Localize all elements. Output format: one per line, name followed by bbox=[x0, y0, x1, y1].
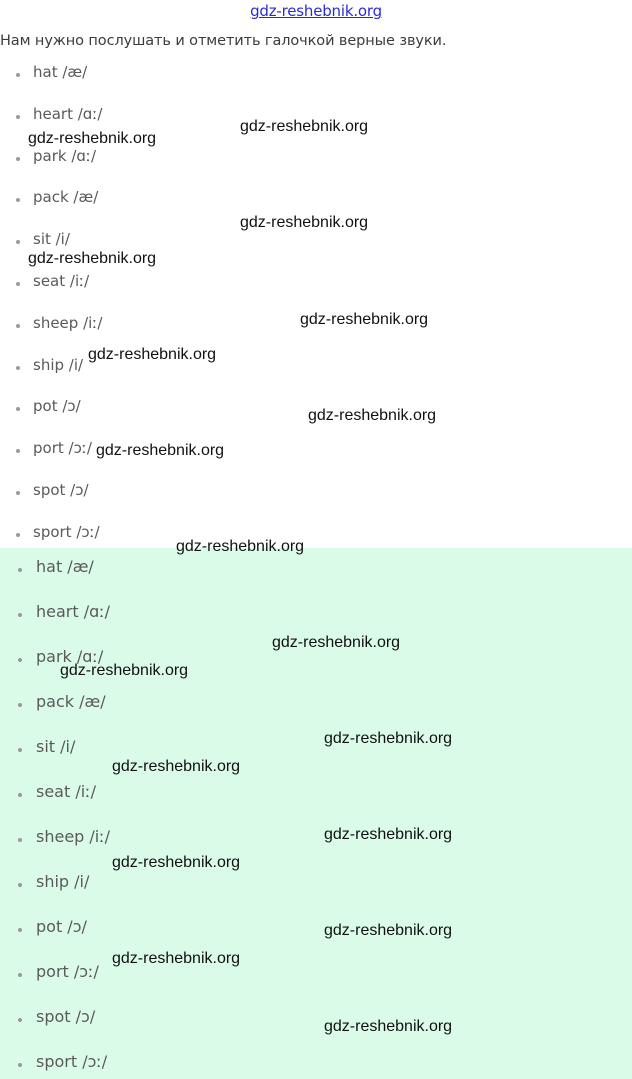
bullet-icon bbox=[16, 282, 20, 286]
bullet-icon bbox=[16, 449, 20, 453]
question-word-item bbox=[0, 523, 632, 547]
watermark-text: gdz-reshebnik.org bbox=[324, 730, 453, 747]
bullet-icon bbox=[16, 73, 20, 77]
answer-word-item-text: pack /æ/ bbox=[36, 692, 106, 711]
question-word-item-text: spot /ɔ/ bbox=[33, 481, 89, 499]
question-word-item bbox=[0, 439, 632, 463]
question-word-item bbox=[0, 397, 632, 421]
answer-word-item bbox=[0, 917, 632, 941]
question-word-item bbox=[0, 230, 632, 254]
watermark-text: gdz-reshebnik.org bbox=[28, 130, 157, 147]
bullet-icon bbox=[18, 568, 22, 572]
answer-word-item-text: sheep /iː/ bbox=[36, 827, 111, 846]
answer-word-item bbox=[0, 782, 632, 806]
instruction-text: Нам нужно послушать и отметить галочкой верные звуки. bbox=[0, 33, 447, 49]
question-word-item-text: sport /ɔː/ bbox=[33, 522, 100, 541]
watermark-text: gdz-reshebnik.org bbox=[112, 758, 241, 775]
answer-word-item bbox=[0, 737, 632, 761]
answer-word-item-text: sport /ɔː/ bbox=[36, 1052, 108, 1071]
answer-word-item-text: spot /ɔ/ bbox=[36, 1007, 96, 1026]
question-word-item bbox=[0, 314, 632, 338]
question-word-item-text: ship /i/ bbox=[33, 355, 84, 374]
watermark-text: gdz-reshebnik.org bbox=[324, 1018, 453, 1035]
question-word-item-text: pot /ɔ/ bbox=[33, 397, 81, 416]
answer-word-item bbox=[0, 647, 632, 671]
answer-word-item bbox=[0, 557, 632, 581]
question-word-item bbox=[0, 63, 632, 87]
question-word-item-text: sit /i/ bbox=[33, 230, 70, 249]
answer-word-item bbox=[0, 962, 632, 986]
site-header-link[interactable]: gdz-reshebnik.org bbox=[250, 2, 382, 20]
answer-word-item-text: hat /æ/ bbox=[36, 557, 94, 576]
bullet-icon bbox=[18, 703, 22, 707]
question-word-item-text: park /ɑː/ bbox=[33, 146, 97, 165]
watermark-text: gdz-reshebnik.org bbox=[272, 634, 401, 651]
bullet-icon bbox=[16, 533, 20, 537]
answer-word-item-text: park /ɑː/ bbox=[36, 647, 104, 666]
watermark-text: gdz-reshebnik.org bbox=[308, 407, 437, 424]
bullet-icon bbox=[16, 115, 20, 119]
question-word-item bbox=[0, 147, 632, 171]
answer-word-item-text: ship /i/ bbox=[36, 872, 90, 891]
watermark-text: gdz-reshebnik.org bbox=[88, 346, 217, 363]
bullet-icon bbox=[16, 240, 20, 244]
question-word-item bbox=[0, 272, 632, 296]
question-word-item bbox=[0, 356, 632, 380]
watermark-text: gdz-reshebnik.org bbox=[112, 854, 241, 871]
bullet-icon bbox=[18, 1018, 22, 1022]
answer-word-item-text: pot /ɔ/ bbox=[36, 917, 87, 936]
question-word-item bbox=[0, 105, 632, 129]
bullet-icon bbox=[18, 928, 22, 932]
question-word-item-text: heart /ɑː/ bbox=[33, 104, 103, 123]
question-word-item-text: seat /iː/ bbox=[33, 272, 90, 290]
answer-word-item bbox=[0, 872, 632, 896]
bullet-icon bbox=[18, 883, 22, 887]
answer-panel bbox=[0, 548, 632, 1079]
watermark-text: gdz-reshebnik.org bbox=[176, 538, 305, 555]
bullet-icon bbox=[18, 748, 22, 752]
watermark-text: gdz-reshebnik.org bbox=[96, 442, 225, 459]
bullet-icon bbox=[18, 973, 22, 977]
question-word-item-text: pack /æ/ bbox=[33, 188, 99, 207]
bullet-icon bbox=[16, 324, 20, 328]
watermark-text: gdz-reshebnik.org bbox=[240, 214, 369, 231]
bullet-icon bbox=[18, 613, 22, 617]
answer-word-item bbox=[0, 602, 632, 626]
bullet-icon bbox=[18, 838, 22, 842]
answer-word-item-text: heart /ɑː/ bbox=[36, 602, 111, 621]
question-word-item-text: sheep /iː/ bbox=[33, 313, 103, 332]
answer-word-item bbox=[0, 827, 632, 851]
bullet-icon bbox=[18, 658, 22, 662]
bullet-icon bbox=[16, 157, 20, 161]
answer-word-item-text: seat /iː/ bbox=[36, 782, 96, 801]
watermark-text: gdz-reshebnik.org bbox=[324, 922, 453, 939]
answer-word-item-text: port /ɔː/ bbox=[36, 962, 99, 981]
answer-word-item bbox=[0, 692, 632, 716]
question-word-item-text: port /ɔː/ bbox=[33, 439, 92, 458]
bullet-icon bbox=[16, 198, 20, 202]
bullet-icon bbox=[16, 491, 20, 495]
question-word-item bbox=[0, 481, 632, 505]
answer-word-item bbox=[0, 1052, 632, 1076]
watermark-text: gdz-reshebnik.org bbox=[300, 311, 429, 328]
answer-word-item-text: sit /i/ bbox=[36, 737, 76, 756]
bullet-icon bbox=[16, 366, 20, 370]
bullet-icon bbox=[16, 407, 20, 411]
question-word-item bbox=[0, 188, 632, 212]
question-word-item-text: hat /æ/ bbox=[33, 63, 88, 81]
bullet-icon bbox=[18, 793, 22, 797]
watermark-text: gdz-reshebnik.org bbox=[112, 950, 241, 967]
watermark-text: gdz-reshebnik.org bbox=[60, 662, 189, 679]
bullet-icon bbox=[18, 1063, 22, 1067]
watermark-text: gdz-reshebnik.org bbox=[324, 826, 453, 843]
watermark-text: gdz-reshebnik.org bbox=[240, 118, 369, 135]
watermark-text: gdz-reshebnik.org bbox=[28, 250, 157, 267]
answer-word-item bbox=[0, 1007, 632, 1031]
